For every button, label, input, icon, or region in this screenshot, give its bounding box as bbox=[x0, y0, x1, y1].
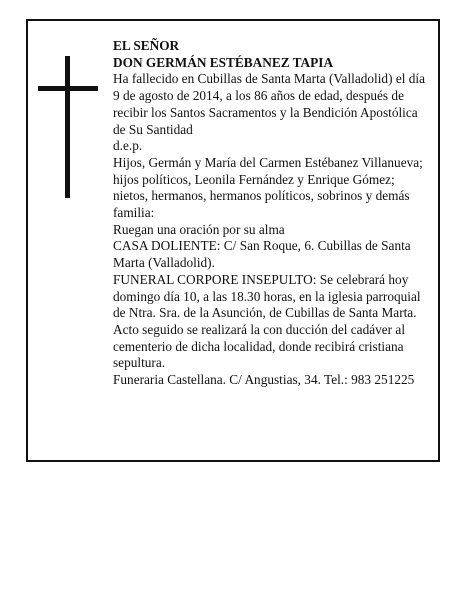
dep-text: d.e.p. bbox=[113, 138, 143, 154]
death-announcement: Ha fallecido en Cubillas de Santa Marta (Valladolid) el día 9 de agosto de 2014, a los 86 años de edad, después de recibir los Santos Sacramentos y la Bendición Apostólica de Su Santidad bbox=[113, 71, 426, 137]
obituary-text bbox=[113, 38, 425, 389]
deceased-name: DON GERMÁN ESTÉBANEZ TAPIA bbox=[113, 54, 334, 70]
cross-icon bbox=[38, 56, 98, 198]
funeral-details: FUNERAL CORPORE INSEPULTO: Se celebrará hoy domingo día 10, a las 18.30 horas, en la iglesia parroquial de Ntra. Sra. de la Asunción, de Cubillas de Santa Marta. Acto seguido se realizará la con ducción del cadáver al cementerio de dicha localidad, donde recibirá cristiana sepultura. bbox=[113, 271, 421, 371]
cross-horizontal-bar bbox=[38, 86, 98, 91]
house-of-mourning: CASA DOLIENTE: C/ San Roque, 6. Cubillas de Santa Marta (Valladolid). bbox=[113, 238, 411, 271]
title-line-1: EL SEÑOR bbox=[113, 38, 180, 53]
prayer-request: Ruegan una oración por su alma bbox=[113, 221, 285, 237]
funeral-home: Funeraria Castellana. C/ Angustias, 34. Tel.: 983 251225 bbox=[113, 372, 415, 388]
family-list: Hijos, Germán y María del Carmen Estébanez Villanueva; hijos políticos, Leonila Fernández y Enrique Gómez; nietos, hermanos, hermanos políticos, sobrinos y demás familia: bbox=[113, 154, 423, 221]
cross-vertical-bar bbox=[65, 56, 70, 198]
